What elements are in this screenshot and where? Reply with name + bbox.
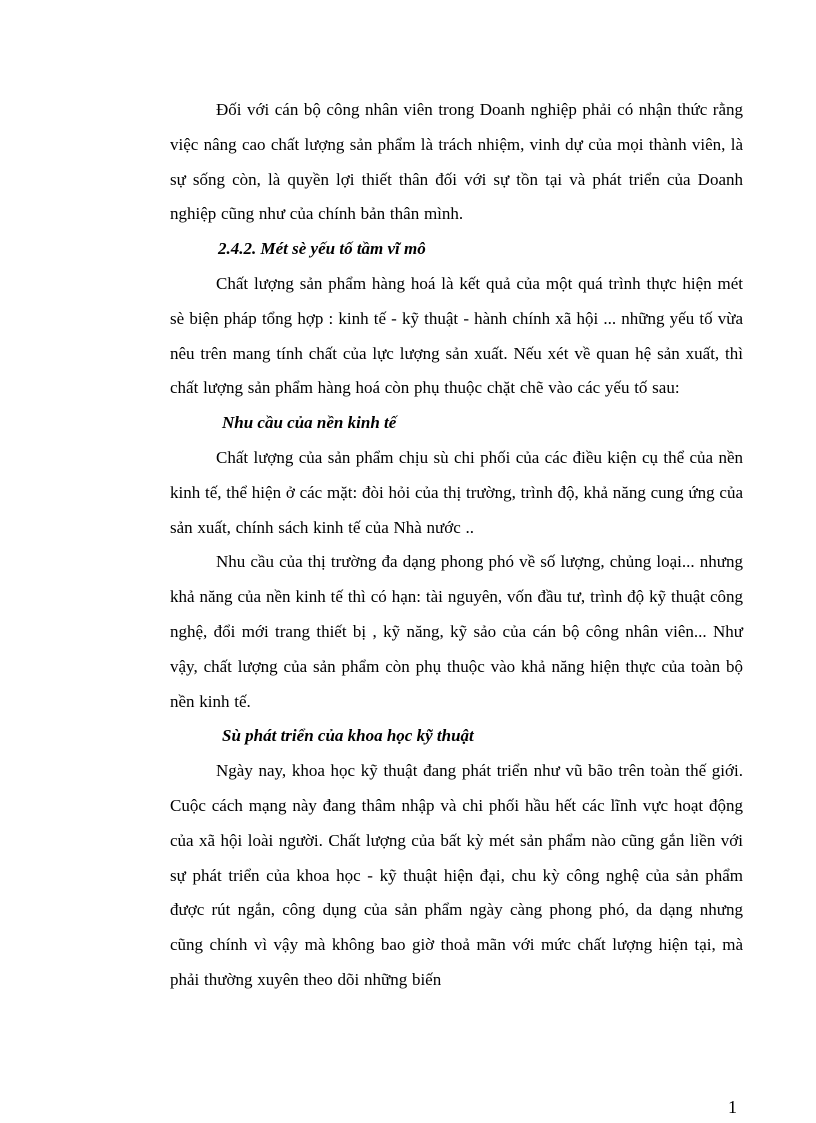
document-body [170, 93, 743, 998]
paragraph-staff-awareness: Đối với cán bộ công nhân viên trong Doanh nghiệp phải có nhận thức rằng việc nâng cao chất lượng sản phẩm là trách nhiệm, vinh dự của mọi thành viên, là sự sống còn, là quyền lợi thiết thân đối với sự tồn tại và phát triển của Doanh nghiệp cũng như của chính bản thân mình. [170, 100, 743, 224]
subheading-economy-needs: Nhu cầu của nền kinh tế [222, 413, 397, 433]
paragraph-market-needs: Nhu cầu của thị trường đa dạng phong phó về số lượng, chủng loại... nhưng khả năng của nền kinh tế thì có hạn: tài nguyên, vốn đầu tư, trình độ kỹ thuật công nghệ, đổi mới trang thiết bị , kỹ năng, kỹ sảo của cán bộ công nhân viên... Như vậy, chất lượng của sản phẩm còn phụ thuộc vào khả năng hiện thực của toàn bộ nền kinh tế. [170, 552, 743, 711]
paragraph-quality-result: Chất lượng sản phẩm hàng hoá là kết quả của một quá trình thực hiện mét sè biện pháp tổng hợp : kinh tế - kỹ thuật - hành chính xã hội ... những yếu tố vừa nêu trên mang tính chất của lực lượng sản xuất. Nếu xét về quan hệ sản xuất, thì chất lượng sản phẩm hàng hoá còn phụ thuộc chặt chẽ vào các yếu tố sau: [170, 273, 743, 398]
paragraph-economic-conditions: Chất lượng của sản phẩm chịu sù chi phối của các điều kiện cụ thể của nền kinh tế, thể hiện ở các mặt: đòi hỏi của thị trường, trình độ, khả năng cung ứng của sản xuất, chính sách kinh tế của Nhà nước .. [170, 447, 743, 537]
section-heading-macro-factors: 2.4.2. Mét sè yếu tố tầm vĩ mô [218, 239, 426, 259]
subheading-science-technology: Sù phát triển của khoa học kỹ thuật [222, 726, 474, 746]
paragraph-technology-development: Ngày nay, khoa học kỹ thuật đang phát triển như vũ bão trên toàn thế giới. Cuộc cách mạng này đang thâm nhập và chi phối hầu hết các lĩnh vực hoạt động của xã hội loài người. Chất lượng của bất kỳ mét sản phẩm nào cũng gắn liền với sự phát triển của khoa học - kỹ thuật hiện đại, chu kỳ công nghệ của sản phẩm được rút ngắn, công dụng của sản phẩm ngày càng phong phó, da dạng nhưng cũng chính vì vậy mà không bao giờ thoả mãn với mức chất lượng hiện tại, mà phải thường xuyên theo dõi những biến [170, 761, 743, 989]
page-number: 1 [728, 1097, 737, 1117]
